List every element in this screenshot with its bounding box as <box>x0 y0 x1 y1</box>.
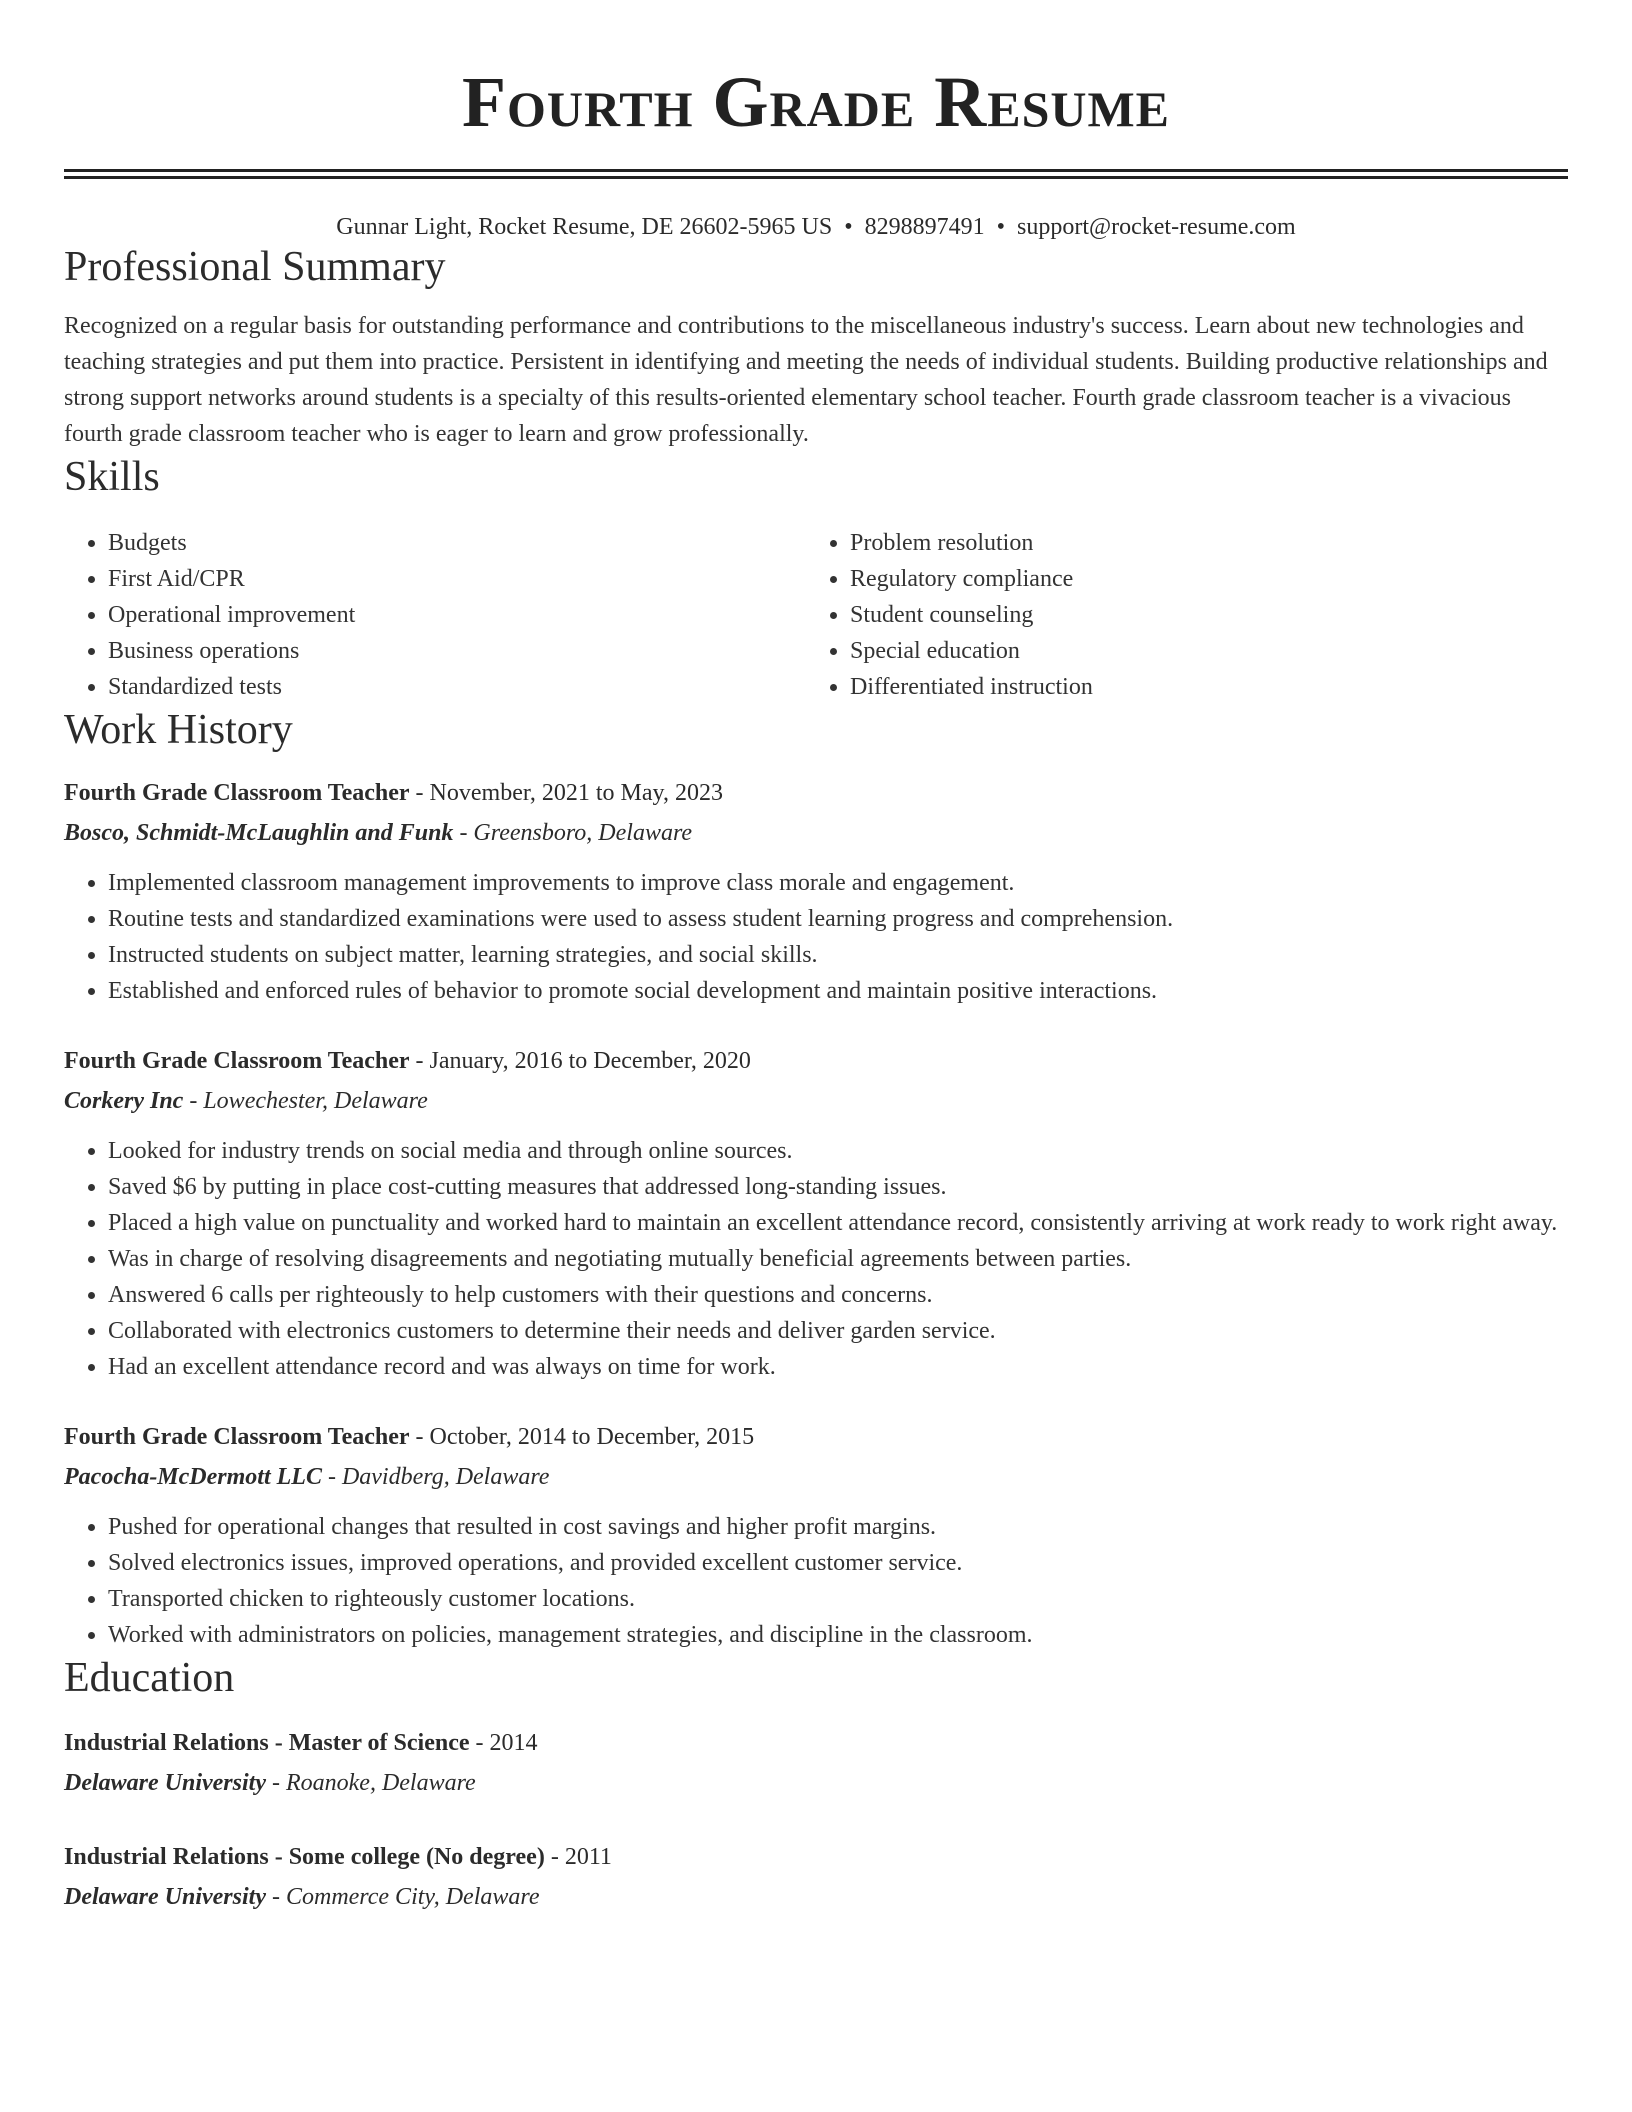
degree: Industrial Relations - Master of Science <box>64 1730 470 1757</box>
job-bullet: • Collaborated with electronics customers to determine their needs and deliver garden service. <box>108 1313 1568 1349</box>
skill-item: • First Aid/CPR <box>108 561 806 597</box>
job-title: Fourth Grade Classroom Teacher <box>64 1423 410 1450</box>
summary-text: Recognized on a regular basis for outstanding performance and contributions to the miscellaneous industry's success. Learn about new technologies and teaching strategies and put them into practice. Persistent in identifying and meeting the needs of individual students. Building productive relationships and strong support networks around students is a specialty of this results-oriented elementary school teacher. Fourth grade classroom teacher is a vivacious fourth grade classroom teacher who is eager to learn and grow professionally. <box>64 313 1548 448</box>
summary-heading: Professional Summary <box>64 243 446 290</box>
work-history-heading: Work History <box>64 706 293 753</box>
company-line <box>64 815 1568 851</box>
company-line <box>64 1459 1568 1495</box>
contact-email: support@rocket-resume.com <box>1017 214 1296 240</box>
degree: Industrial Relations - Some college (No degree) <box>64 1844 545 1871</box>
company-location: - Davidberg, Delaware <box>321 1463 550 1490</box>
degree-line <box>64 1725 1568 1761</box>
job-bullet: • Saved $6 by putting in place cost-cutting measures that addressed long-standing issues. <box>108 1169 1568 1205</box>
job-bullet: • Pushed for operational changes that resulted in cost savings and higher profit margins. <box>108 1509 1568 1545</box>
company-name: Pacocha-McDermott LLC <box>64 1463 322 1490</box>
job-bullet: • Transported chicken to righteously customer locations. <box>108 1581 1568 1617</box>
job-bullet: • Worked with administrators on policies, management strategies, and discipline in the classroom. <box>108 1617 1568 1653</box>
contact-separator: • <box>996 214 1006 240</box>
job-entry <box>64 1419 1568 1653</box>
school-name: Delaware University <box>64 1770 266 1797</box>
job-entry <box>64 775 1568 1009</box>
contact-separator: • <box>844 214 853 240</box>
title-divider <box>64 169 1568 179</box>
skill-item: • Budgets <box>108 525 806 561</box>
degree-line <box>64 1839 1568 1875</box>
contact-address: Gunnar Light, Rocket Resume, DE 26602-5965 US <box>336 214 833 240</box>
contact-line <box>64 213 1568 242</box>
job-bullet: • Answered 6 calls per righteously to help customers with their questions and concerns. <box>108 1277 1568 1313</box>
skills-right-list <box>806 525 1548 705</box>
company-location: - Greensboro, Delaware <box>453 819 693 846</box>
school-line <box>64 1879 1568 1915</box>
job-dates: - November, 2021 to May, 2023 <box>409 779 723 806</box>
job-bullets <box>64 1509 1568 1653</box>
school-location: - Roanoke, Delaware <box>265 1770 476 1797</box>
job-entry <box>64 1043 1568 1385</box>
skill-item: • Operational improvement <box>108 597 806 633</box>
job-bullet: • Solved electronics issues, improved operations, and provided excellent customer service. <box>108 1545 1568 1581</box>
skills-columns <box>64 525 1568 705</box>
job-title-line <box>64 1043 1568 1079</box>
job-title: Fourth Grade Classroom Teacher <box>64 779 410 806</box>
company-name: Bosco, Schmidt-McLaughlin and Funk <box>64 819 454 846</box>
skill-item: • Student counseling <box>850 597 1548 633</box>
job-bullet: • Implemented classroom management improvements to improve class morale and engagement. <box>108 865 1568 901</box>
job-bullet: • Instructed students on subject matter, learning strategies, and social skills. <box>108 937 1568 973</box>
school-location: - Commerce City, Delaware <box>265 1884 540 1911</box>
skill-item: • Differentiated instruction <box>850 669 1548 705</box>
school-line <box>64 1765 1568 1801</box>
education-heading: Education <box>64 1654 235 1701</box>
skill-item: • Business operations <box>108 633 806 669</box>
education-entry <box>64 1725 1568 1801</box>
skills-left-list <box>64 525 806 705</box>
job-bullet: • Looked for industry trends on social media and through online sources. <box>108 1133 1568 1169</box>
job-bullet: • Routine tests and standardized examinations were used to assess student learning progress and comprehension. <box>108 901 1568 937</box>
job-dates: - January, 2016 to December, 2020 <box>409 1047 751 1074</box>
graduation-year: - 2014 <box>469 1730 538 1757</box>
job-bullets <box>64 1133 1568 1385</box>
skill-item: • Problem resolution <box>850 525 1548 561</box>
skills-heading: Skills <box>64 454 160 501</box>
job-bullets <box>64 865 1568 1009</box>
job-bullet: • Had an excellent attendance record and was always on time for work. <box>108 1349 1568 1385</box>
job-title: Fourth Grade Classroom Teacher <box>64 1047 410 1074</box>
skill-item: • Standardized tests <box>108 669 806 705</box>
education-entry <box>64 1839 1568 1915</box>
skill-item: • Regulatory compliance <box>850 561 1548 597</box>
job-dates: - October, 2014 to December, 2015 <box>409 1423 755 1450</box>
school-name: Delaware University <box>64 1884 266 1911</box>
company-line <box>64 1083 1568 1119</box>
graduation-year: - 2011 <box>544 1844 612 1871</box>
resume-title: Fourth Grade Resume <box>461 62 1171 142</box>
skill-item: • Special education <box>850 633 1548 669</box>
job-title-line <box>64 775 1568 811</box>
company-location: - Lowechester, Delaware <box>183 1087 428 1114</box>
job-bullet: • Was in charge of resolving disagreements and negotiating mutually beneficial agreements between parties. <box>108 1241 1568 1277</box>
job-bullet: • Established and enforced rules of behavior to promote social development and maintain positive interactions. <box>108 973 1568 1009</box>
job-title-line <box>64 1419 1568 1455</box>
job-bullet: • Placed a high value on punctuality and worked hard to maintain an excellent attendance record, consistently arriving at work ready to work right away. <box>108 1205 1568 1241</box>
contact-phone: 8298897491 <box>864 214 985 240</box>
company-name: Corkery Inc <box>64 1087 184 1114</box>
